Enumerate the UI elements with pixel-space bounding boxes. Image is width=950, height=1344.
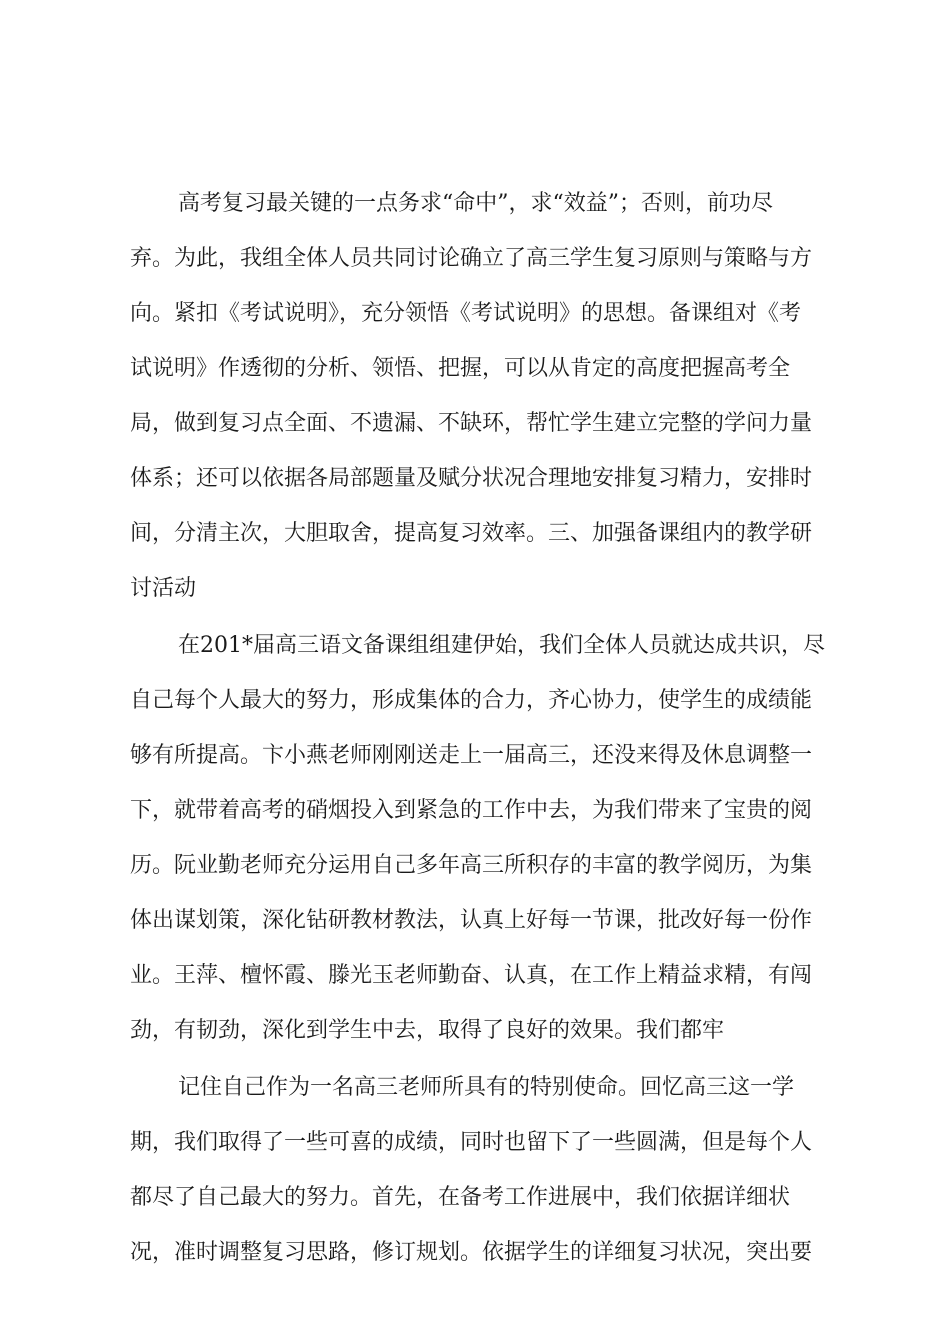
text-line: 讨活动 [130,576,197,601]
text-line: 劲，有韧劲，深化到学生中去，取得了良好的效果。我们都牢 [130,1018,725,1043]
text-line: 业。王萍、檀怀霞、滕光玉老师勤奋、认真，在工作上精益求精，有闯 [130,963,813,988]
text-line: 期，我们取得了一些可喜的成绩，同时也留下了一些圆满，但是每个人 [130,1130,813,1155]
text-line: 都尽了自己最大的努力。首先，在备考工作进展中，我们依据详细状 [130,1185,791,1210]
text-line: 在201*届高三语文备课组组建伊始，我们全体人员就达成共识，尽 [178,633,825,658]
text-line: 记住自己作为一名高三老师所具有的特别使命。回忆高三这一学 [178,1075,795,1100]
text-line: 体系；还可以依据各局部题量及赋分状况合理地安排复习精力，安排时 [130,466,813,491]
text-line: 下，就带着高考的硝烟投入到紧急的工作中去，为我们带来了宝贵的阅 [130,798,813,823]
text-line: 试说明》作透彻的分析、领悟、把握，可以从肯定的高度把握高考全 [130,356,791,381]
text-line: 况，准时调整复习思路，修订规划。依据学生的详细复习状况，突出要 [130,1240,813,1265]
text-line: 自己每个人最大的努力，形成集体的合力，齐心协力，使学生的成绩能 [130,688,813,713]
text-line: 局，做到复习点全面、不遗漏、不缺环，帮忙学生建立完整的学问力量 [130,411,813,436]
text-line: 历。阮业勤老师充分运用自己多年高三所积存的丰富的教学阅历，为集 [130,853,813,878]
text-line: 弃。为此，我组全体人员共同讨论确立了高三学生复习原则与策略与方 [130,246,813,271]
text-line: 高考复习最关键的一点务求“命中”，求“效益”；否则，前功尽 [178,191,773,216]
text-line: 够有所提高。卞小燕老师刚刚送走上一届高三，还没来得及休息调整一 [130,743,813,768]
text-line: 向。紧扣《考试说明》，充分领悟《考试说明》的思想。备课组对《考 [130,301,802,326]
text-line: 体出谋划策，深化钻研教材教法，认真上好每一节课，批改好每一份作 [130,908,813,933]
text-line: 间，分清主次，大胆取舍，提高复习效率。三、加强备课组内的教学研 [130,521,813,546]
